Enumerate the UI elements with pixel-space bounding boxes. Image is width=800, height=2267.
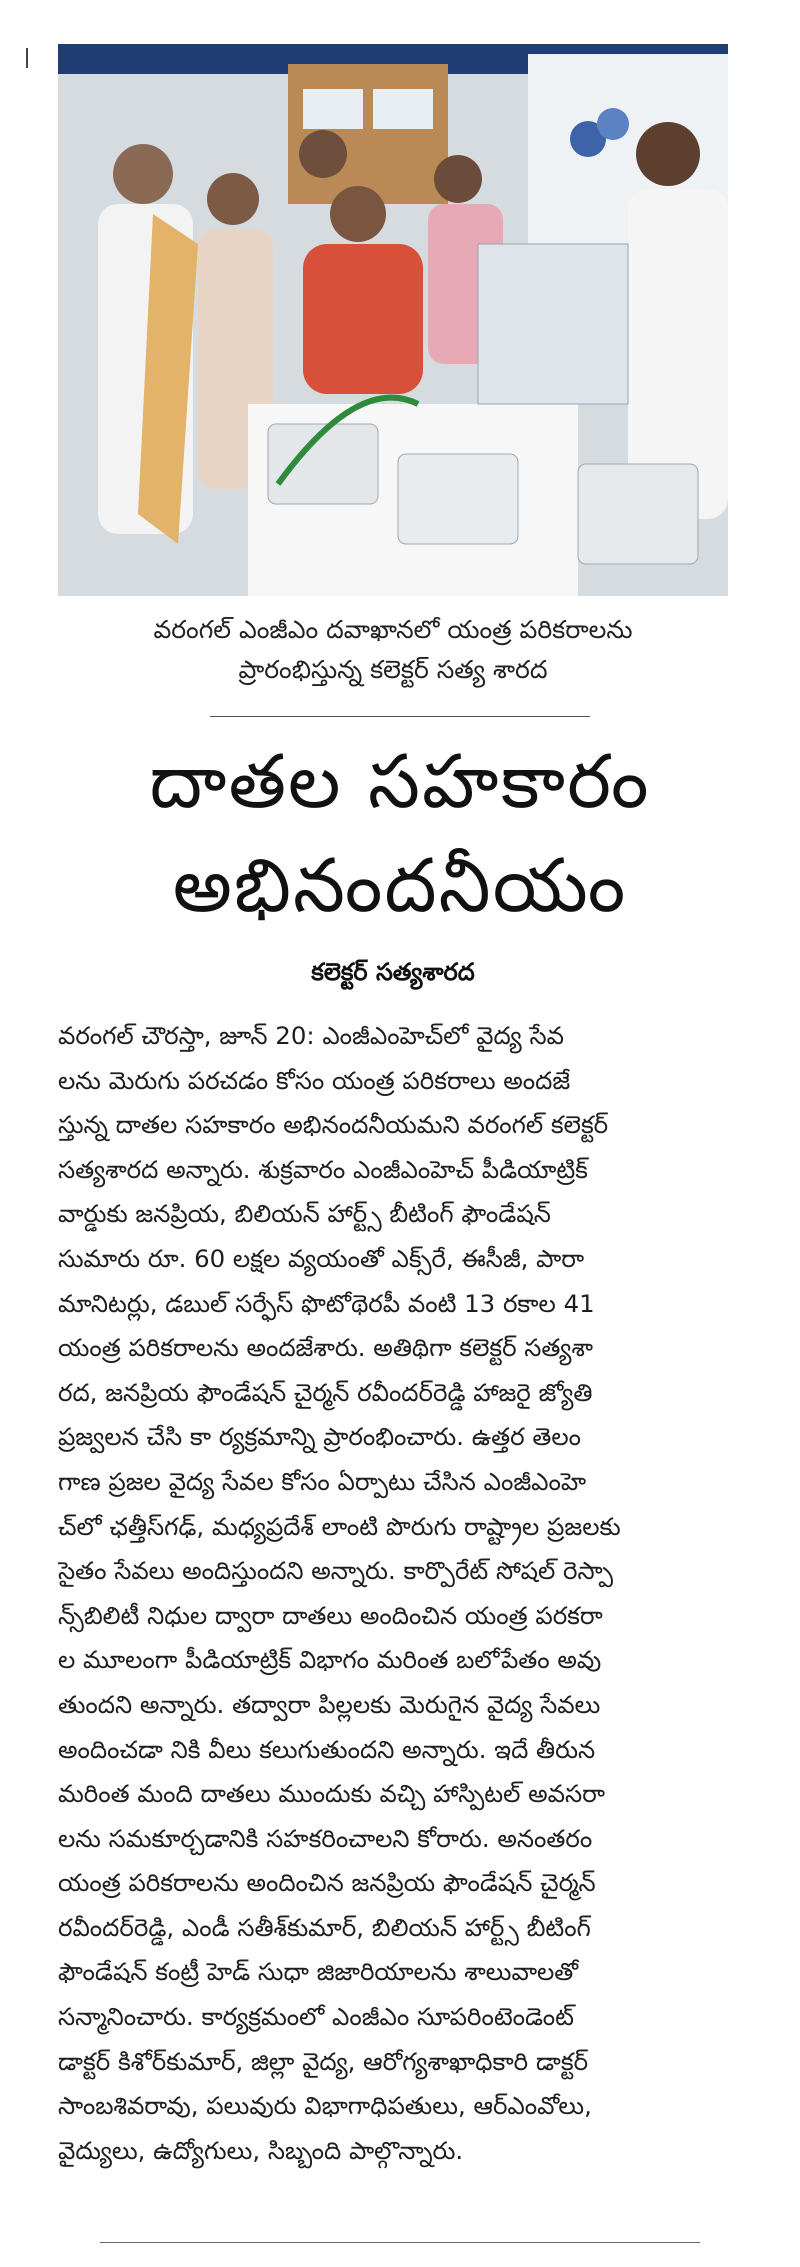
body-line: లను మెరుగు పరచడం కోసం యంత్ర పరికరాలు అందజే [58, 1065, 571, 1095]
event-photo-illustration [58, 44, 728, 596]
body-line: మానిటర్లు, డబుల్ సర్ఫేస్ ఫొటోథెరపీ వంటి 13 రకాల 41 [58, 1288, 595, 1318]
body-line: యంత్ర పరికరాలను అందించిన జనప్రియ ఫౌండేషన్ చైర్మన్ [58, 1868, 596, 1898]
column-divider [26, 48, 28, 68]
body-line: రద, జనప్రియ ఫౌండేషన్ చైర్మన్ రవీందర్‌రెడ్డి హాజరై జ్యోతి [58, 1377, 593, 1407]
body-line: సైతం సేవలు అందిస్తుందని అన్నారు. కార్పొరేట్ సోషల్ రెస్పా [58, 1556, 614, 1586]
news-photo [58, 44, 728, 596]
body-line: ఫౌండేషన్ కంట్రీ హెడ్ సుధా జిజారియాలను శాలువాలతో [58, 1957, 579, 1987]
headline-line: దాతల సహకారం [149, 739, 651, 825]
byline: కలెక్టర్ సత్యశారద [311, 958, 475, 986]
caption-divider [210, 716, 590, 717]
body-line: చ్‌లో ఛత్తీస్‌గఢ్, మధ్యప్రదేశ్ లాంటి పొరుగు రాష్ట్రాల ప్రజలకు [58, 1511, 621, 1541]
body-line: ల మూలంగా పీడియాట్రిక్ విభాగం మరింత బలోపేతం అవు [58, 1645, 602, 1675]
body-line: సత్యశారద అన్నారు. శుక్రవారం ఎంజీఎంహెచ్ పీడియాట్రిక్ [58, 1154, 588, 1184]
photo-caption [58, 610, 728, 690]
caption-line: వరంగల్ ఎంజీఎం దవాఖానలో యంత్ర పరికరాలను [153, 615, 633, 644]
body-line: సుమారు రూ. 60 లక్షల వ్యయంతో ఎక్స్‌రే, ఈసీజీ, పారా [58, 1243, 585, 1273]
body-line: మరింత మంది దాతలు ముందుకు వచ్చి హాస్పిటల్ అవసరా [58, 1779, 605, 1809]
headline-line: అభినందనీయం [172, 843, 628, 929]
body-line: గాణ ప్రజల వైద్య సేవల కోసం ఏర్పాటు చేసిన ఎంజీఎంహె [58, 1466, 587, 1496]
body-line: యంత్ర పరికరాలను అందజేశారు. అతిథిగా కలెక్టర్ సత్యశా [58, 1333, 593, 1363]
headline [40, 730, 760, 938]
body-line: డాక్టర్ కిశోర్‌కుమార్, జిల్లా వైద్య, ఆరోగ్యశాఖాధికారి డాక్టర్ [58, 2046, 589, 2076]
bottom-divider [100, 2242, 700, 2243]
body-line: న్స్‌బిలిటీ నిధుల ద్వారా దాతలు అందించిన యంత్ర పరకరా [58, 1600, 603, 1630]
body-line: స్తున్న దాతల సహకారం అభినందనీయమని వరంగల్ కలెక్టర్ [58, 1110, 609, 1140]
body-line: ప్రజ్వలన చేసి కా ర్యక్రమాన్ని ప్రారంభించారు. ఉత్తర తెలం [58, 1422, 582, 1452]
body-line: సాంబశివరావు, పలువురు విభాగాధిపతులు, ఆర్‌ఎంవోలు, [58, 2091, 592, 2121]
body-line: వార్డుకు జనప్రియ, బిలియన్ హార్ట్స్ బీటింగ్ ఫౌండేషన్ [58, 1199, 551, 1229]
body-line: లను సమకూర్చడానికి సహకరించాలని కోరారు. అనంతరం [58, 1823, 593, 1853]
body-line: వైద్యులు, ఉద్యోగులు, సిబ్బంది పాల్గొన్నారు. [58, 2135, 464, 2165]
caption-line: ప్రారంభిస్తున్న కలెక్టర్ సత్య శారద [238, 655, 548, 684]
body-line: తుందని అన్నారు. తద్వారా పిల్లలకు మెరుగైన వైద్య సేవలు [58, 1689, 601, 1719]
body-line: రవీందర్‌రెడ్డి, ఎండీ సతీశ్‌కుమార్, బిలియన్ హార్ట్స్ బీటింగ్ [58, 1912, 591, 1942]
body-line: వరంగల్ చౌరస్తా, జూన్ 20: ఎంజీఎంహెచ్‌లో వైద్య సేవ [58, 1021, 564, 1050]
body-line: అందించడా నికి వీలు కలుగుతుందని అన్నారు. ఇదే తీరున [58, 1734, 596, 1764]
article-body [58, 1014, 728, 2173]
body-line: సన్మానించారు. కార్యక్రమంలో ఎంజీఎం సూపరింటెండెంట్ [58, 2002, 574, 2032]
